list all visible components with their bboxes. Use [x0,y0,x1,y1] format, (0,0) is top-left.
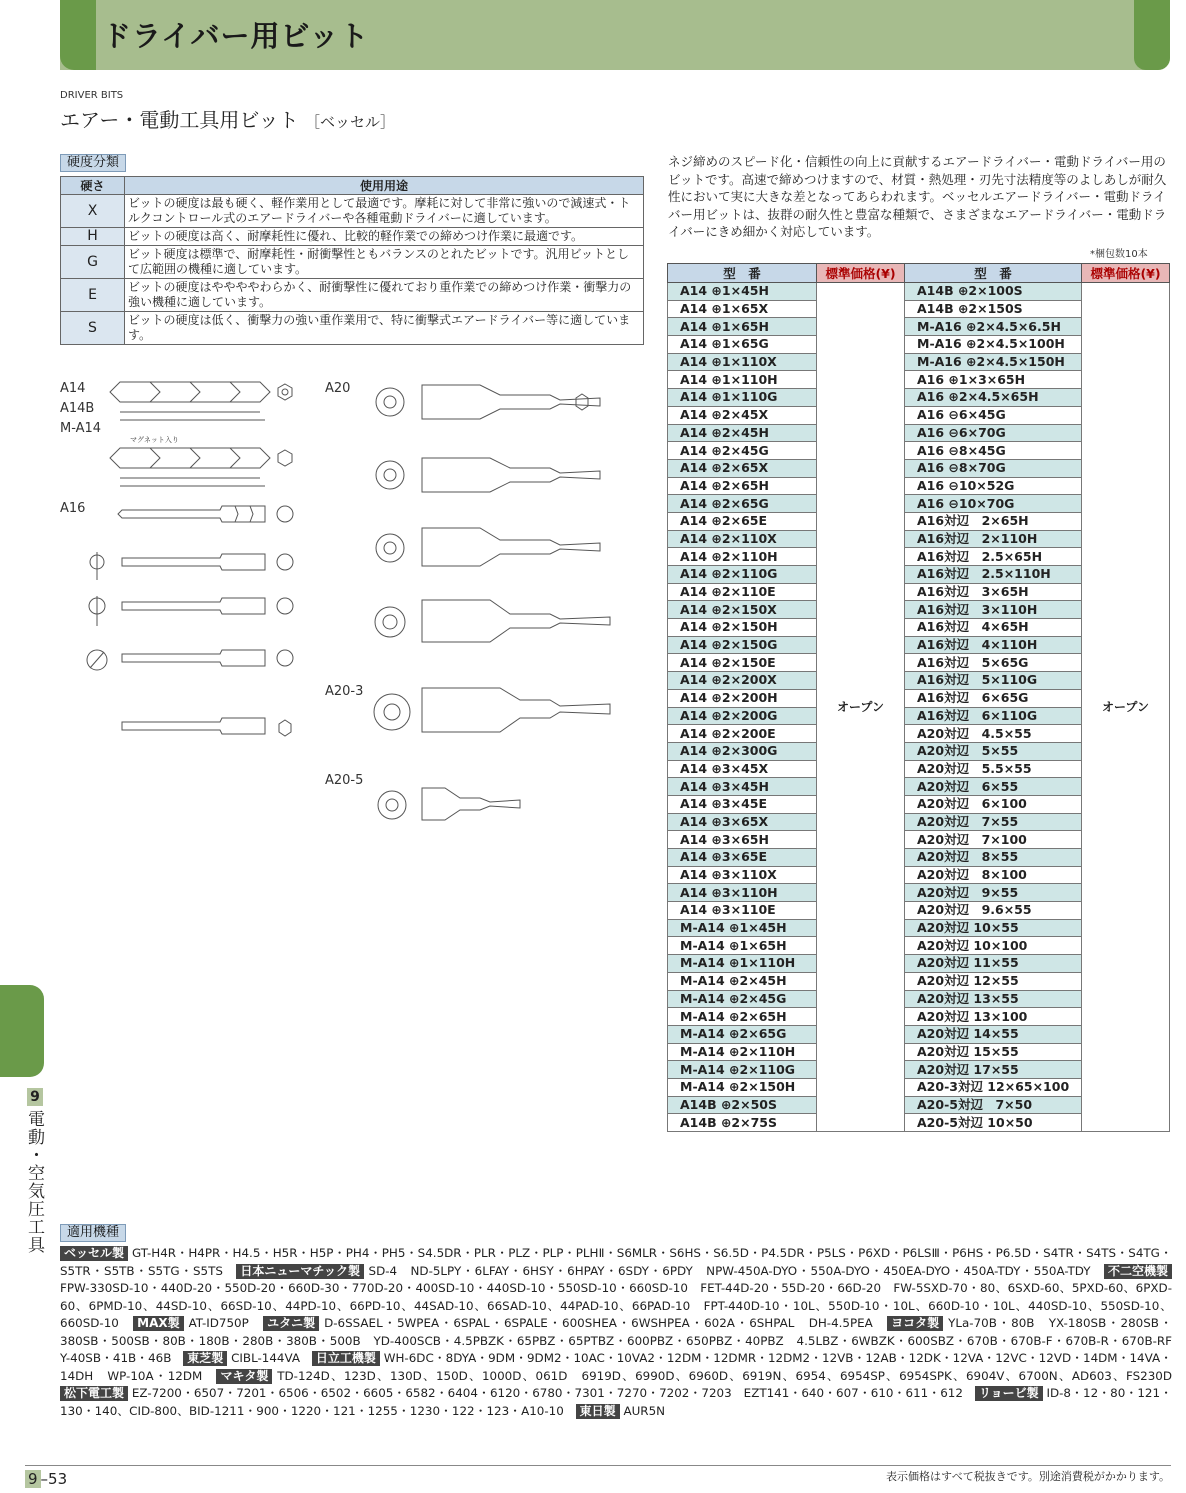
model-cell: A16対辺 3×65H [905,583,1082,601]
footer-rule [25,1465,1171,1466]
model-cell: A14 ⊕2×110E [668,583,817,601]
model-cell: A14 ⊕3×45X [668,760,817,778]
maker-models: TD-124D、123D、130D、150D、1000D、061D 6919D、6990D、6960D、6919N、6954、6954SP、6954SPK、6904V、6700N、AD603、FS230D [277,1368,1173,1383]
model-cell: A14 ⊕2×45X [668,406,817,424]
model-cell: A20対辺 5.5×55 [905,760,1082,778]
maker-models: SD-4 ND-5LPY・6LFAY・6HSY・6HPAY・6SDY・6PDY NPW-450A-DYO・550A-DYO・450EA-DYO・450A-TDY・550A-TDY [368,1263,1091,1278]
model-cell: A16 ⊖6×70G [905,424,1082,442]
maker-models: D-6SSAEL・5WPEA・6SPAL・6SPALE・600SHEA・6WSHPEA・602A・6SHPAL DH-4.5PEA [324,1316,873,1330]
tax-note: 表示価格はすべて税抜きです。別途消費税がかかります。 [885,1470,1170,1483]
maker-badge: リョービ製 [975,1386,1043,1401]
model-cell: A20対辺 6×55 [905,778,1082,796]
price-table [667,263,1170,1132]
hardness-desc: ビット硬度は標準で、耐摩耗性・耐衝撃性ともバランスのとれたビットです。汎用ビットとして広範囲の機種に適しています。 [125,246,644,279]
model-cell: M-A14 ⊕1×65H [668,937,817,955]
model-cell: A20対辺 12×55 [905,972,1082,990]
model-cell: A14 ⊕1×45H [668,283,817,301]
model-cell: A14 ⊕1×110H [668,371,817,389]
hardness-grade: H [61,228,125,246]
maker-badge: ベッセル製 [60,1246,128,1261]
model-cell: M-A14 ⊕1×45H [668,919,817,937]
intro-text: ネジ締めのスピード化・信頼性の向上に貢献するエアードライバー・電動ドライバー用のビットです。高速で締めつけますので、材質・熱処理・刃先寸法精度等のよしあしが耐久性において実に大きな差となってあらわれます。ベッセルエアードライバー・電動ドライバー用ビットは、抜群の耐久性と豊富な種類で、さまざまなエアードライバー・電動ドライバーにきめ細かく対応しています。 [668,154,1167,239]
ma14-bit-drawing [110,448,292,486]
model-cell: A16 ⊕1×3×65H [905,371,1082,389]
model-cell: M-A14 ⊕2×65H [668,1008,817,1026]
model-cell: A14B ⊕2×50S [668,1096,817,1114]
model-cell: A14 ⊕2×150H [668,619,817,637]
hardness-grade: S [61,312,125,345]
model-cell: A16対辺 5×65G [905,654,1082,672]
maker-models: CIBL-144VA [231,1351,300,1365]
hardness-row [61,246,644,279]
applicable-tag: 適用機種 [60,1224,126,1242]
hardness-desc: ビットの硬度はややややわらかく、耐衝撃性に優れており重作業での締めつけ作業・衝撃力の強い機種に適しています。 [125,279,644,312]
model-cell: A14 ⊕2×200E [668,725,817,743]
maker-models: GT-H4R・H4PR・H4.5・H5R・H5P・PH4・PH5・S4.5DR・PLR・PLZ・PLP・PLHⅡ・S6MLR・S6HS・S6.5D・P4.5DR・P5LS・P6XD・P6LSⅢ・P6HS・P6.5D・S4TR・S4TS・S4TG・S5TR・S5TB・S5TG・S5TS [60,1246,1172,1278]
model-cell: M-A14 ⊕2×65G [668,1025,817,1043]
model-cell: A14 ⊕3×45E [668,795,817,813]
hardness-row [61,195,644,228]
maker-badge: 東芝製 [183,1351,227,1366]
page-num: –53 [40,1470,68,1488]
maker-models: AUR5N [623,1403,666,1418]
model-cell: A14 ⊕2×110G [668,566,817,584]
maker-models: EZ-7200・6507・7201・6506・6502・6605・6582・6404・6120・6780・7301・7270・7202・7203 EZT141・640・607・610・611・612 [131,1386,963,1400]
diagram-label-a14b: A14B [60,401,95,416]
model-cell: A14 ⊕3×65X [668,813,817,831]
model-cell: M-A16 ⊕2×4.5×100H [905,336,1082,354]
model-cell: A14 ⊕3×65E [668,849,817,867]
model-cell: A14 ⊕3×65H [668,831,817,849]
diagram-label-a20-5: A20-5 [325,773,364,788]
model-cell: A14B ⊕2×100S [905,283,1082,301]
model-cell: A14 ⊕2×200X [668,672,817,690]
model-cell: M-A14 ⊕2×110H [668,1043,817,1061]
price-cell-2: オープン [1082,283,1170,1132]
model-cell: A16対辺 6×65G [905,689,1082,707]
model-cell: A20対辺 9.6×55 [905,902,1082,920]
model-cell: A16対辺 2×65H [905,512,1082,530]
pack-note: *梱包数10本 [1090,249,1148,260]
model-cell: A16対辺 5×110G [905,672,1082,690]
model-cell: A16対辺 4×65H [905,619,1082,637]
model-cell: A20対辺 8×100 [905,866,1082,884]
model-cell: A16 ⊕2×4.5×65H [905,389,1082,407]
maker-models: AT-ID750P [188,1316,249,1330]
model-cell: A14 ⊕3×110H [668,884,817,902]
page-chapter: 9 [25,1470,41,1488]
price-header-price-2: 標準価格(¥) [1082,264,1170,283]
model-cell: A20対辺 9×55 [905,884,1082,902]
bit-diagrams [60,370,660,860]
model-cell: A16対辺 2.5×65H [905,548,1082,566]
hardness-row [61,228,644,246]
hardness-table [60,176,644,345]
maker-badge: マキタ製 [216,1369,272,1384]
model-cell: A20対辺 11×55 [905,955,1082,973]
model-cell: A20対辺 17×55 [905,1061,1082,1079]
page-title: ドライバー用ビット [102,19,370,53]
model-cell: A14 ⊕2×200G [668,707,817,725]
model-cell: A14B ⊕2×75S [668,1114,817,1132]
model-cell: A14 ⊕1×65H [668,318,817,336]
a20-socket-drawings [374,385,610,820]
model-cell: A16対辺 3×110H [905,601,1082,619]
applicable-models [60,1245,1184,1420]
chapter-title: 電動・空気圧工具 [24,1110,44,1254]
chapter-side-tab [0,985,44,1077]
model-cell: A20対辺 6×100 [905,795,1082,813]
hardness-grade: G [61,246,125,279]
maker-models: WH-6DC・8DYA・9DM・9DM2・10AC・10VA2・12DM・12DMR・12DM2・12VB・12AB・12DK・12VA・12VC・12VD・14DM・14VA・14DH WP-10A・12DM [60,1351,1173,1383]
model-cell: A14 ⊕3×110X [668,866,817,884]
hardness-row [61,312,644,345]
model-cell: A20対辺 15×55 [905,1043,1082,1061]
model-cell: A14 ⊕1×65G [668,336,817,354]
diagram-label-a20: A20 [325,381,351,396]
price-row [668,283,1170,301]
model-cell: M-A14 ⊕2×45H [668,972,817,990]
header-right-tab [1134,0,1170,70]
model-cell: A16 ⊖8×45G [905,442,1082,460]
hardness-desc: ビットの硬度は低く、衝撃力の強い重作業用で、特に衝撃式エアードライバー等に適しています。 [125,312,644,345]
price-cell-1: オープン [817,283,905,1132]
maker-badge: 日立工機製 [312,1351,380,1366]
chapter-number: 9 [27,1088,43,1106]
model-cell: A20対辺 7×100 [905,831,1082,849]
diagram-label-a20-3: A20-3 [325,684,364,699]
model-cell: A20対辺 10×55 [905,919,1082,937]
hardness-header-usage: 使用用途 [125,177,644,195]
model-cell: M-A14 ⊕2×150H [668,1078,817,1096]
model-cell: A14 ⊕2×45H [668,424,817,442]
model-cell: A16対辺 2.5×110H [905,566,1082,584]
hardness-header-grade: 硬さ [61,177,125,195]
model-cell: A20対辺 13×100 [905,1008,1082,1026]
model-cell: M-A14 ⊕1×110H [668,955,817,973]
diagram-label-magnet: マグネット入り [130,436,179,444]
maker-badge: MAX製 [133,1316,183,1331]
model-cell: A20-3対辺 12×65×100 [905,1078,1082,1096]
model-cell: A20対辺 13×55 [905,990,1082,1008]
hardness-desc: ビットの硬度は高く、耐摩耗性に優れ、比較的軽作業での締めつけ作業に最適です。 [125,228,644,246]
model-cell: A14 ⊕2×110H [668,548,817,566]
model-cell: A14 ⊕2×45G [668,442,817,460]
model-cell: A14 ⊕3×110E [668,902,817,920]
model-cell: A14 ⊕1×110G [668,389,817,407]
model-cell: A14 ⊕2×150G [668,636,817,654]
hardness-desc: ビットの硬度は最も硬く、軽作業用として最適です。摩耗に対して非常に強いので減速式・トルクコントロール式のエアードライバーや各種電動ドライバーに適しています。 [125,195,644,228]
model-cell: A16対辺 6×110G [905,707,1082,725]
diagram-label-a16: A16 [60,501,86,516]
model-cell: A14 ⊕3×45H [668,778,817,796]
maker-models: ID-8・12・80・121・130・140、CID-800、BID-1211・900・1220・121・1255・1230・122・123・A10-10 [60,1386,1172,1418]
model-cell: A20対辺 8×55 [905,849,1082,867]
model-cell: A14 ⊕2×150E [668,654,817,672]
diagram-label-a14: A14 [60,381,86,396]
model-cell: M-A14 ⊕2×110G [668,1061,817,1079]
model-cell: A20対辺 7×55 [905,813,1082,831]
maker-badge: 日本ニューマチック製 [236,1264,364,1279]
subtitle-brand: ［ベッセル］ [304,113,395,131]
model-cell: M-A14 ⊕2×45G [668,990,817,1008]
model-cell: A14 ⊕2×65X [668,459,817,477]
model-cell: M-A16 ⊕2×4.5×150H [905,353,1082,371]
model-cell: A14 ⊕2×200H [668,689,817,707]
maker-badge: 松下電工製 [60,1386,128,1401]
model-cell: A16 ⊖6×45G [905,406,1082,424]
model-cell: A14 ⊕2×65H [668,477,817,495]
model-cell: A14B ⊕2×150S [905,300,1082,318]
model-cell: A16 ⊖10×70G [905,495,1082,513]
model-cell: A20対辺 4.5×55 [905,725,1082,743]
model-cell: M-A16 ⊕2×4.5×6.5H [905,318,1082,336]
model-cell: A14 ⊕2×110X [668,530,817,548]
model-cell: A14 ⊕2×150X [668,601,817,619]
hardness-tag: 硬度分類 [60,154,126,172]
subtitle-ja [60,104,395,133]
price-header-model-1: 型 番 [668,264,817,283]
maker-badge: ヨコタ製 [887,1316,943,1331]
maker-models: FPW-330SD-10・440D-20・550D-20・660D-30・770D-20・400SD-10・440SD-10・550SD-10・660SD-10 FET-44D-20・55D-20・66D-20 FW-5SXD-70・80、6SXD-60、5PXD-60、6PXD-60、6PMD-10、44SD-10、66SD-10、44PD-10、66PD-10、44SAD-10、66SAD-10、44PAD-10、66PAD-10 FPT-440D-10・10L、550D-10・10L、660D-10・10L、440SD-10、550SD-10、660SD-10 [60,1281,1172,1330]
model-cell: A20対辺 14×55 [905,1025,1082,1043]
maker-models: YLa-70B・80B YX-180SB・280SB・380SB・500SB・80B・180B・280B・380B・500B YD-400SCB・4.5PBZK・65PBZ・65PTBZ・600PBZ・650PBZ・40PBZ 4.5LBZ・6WBZK・600SBZ・670B・670B-F・670B-R・670B-RF Y-40SB・41B・46B [60,1316,1184,1365]
hardness-grade: X [61,195,125,228]
hardness-grade: E [61,279,125,312]
model-cell: A16 ⊖10×52G [905,477,1082,495]
subtitle-ja-text: エアー・電動工具用ビット [60,108,299,132]
model-cell: A14 ⊕2×65G [668,495,817,513]
model-cell: A16対辺 2×110H [905,530,1082,548]
price-header-model-2: 型 番 [905,264,1082,283]
price-header-price-1: 標準価格(¥) [817,264,905,283]
subtitle-en: DRIVER BITS [60,90,124,101]
page-number [25,1470,67,1488]
hardness-row [61,279,644,312]
model-cell: A14 ⊕1×65X [668,300,817,318]
model-cell: A14 ⊕2×65E [668,512,817,530]
model-cell: A14 ⊕2×300G [668,742,817,760]
maker-badge: 東日製 [576,1404,620,1419]
a16-bit-drawings [87,506,293,736]
model-cell: A14 ⊕1×110X [668,353,817,371]
model-cell: A20-5対辺 10×50 [905,1114,1082,1132]
a14-bit-drawing [110,382,292,420]
maker-badge: 不二空機製 [1104,1264,1172,1279]
diagram-label-ma14: M-A14 [60,421,102,436]
model-cell: A16対辺 4×110H [905,636,1082,654]
model-cell: A16 ⊖8×70G [905,459,1082,477]
model-cell: A20対辺 10×100 [905,937,1082,955]
model-cell: A20-5対辺 7×50 [905,1096,1082,1114]
maker-badge: ユタニ製 [263,1316,319,1331]
model-cell: A20対辺 5×55 [905,742,1082,760]
